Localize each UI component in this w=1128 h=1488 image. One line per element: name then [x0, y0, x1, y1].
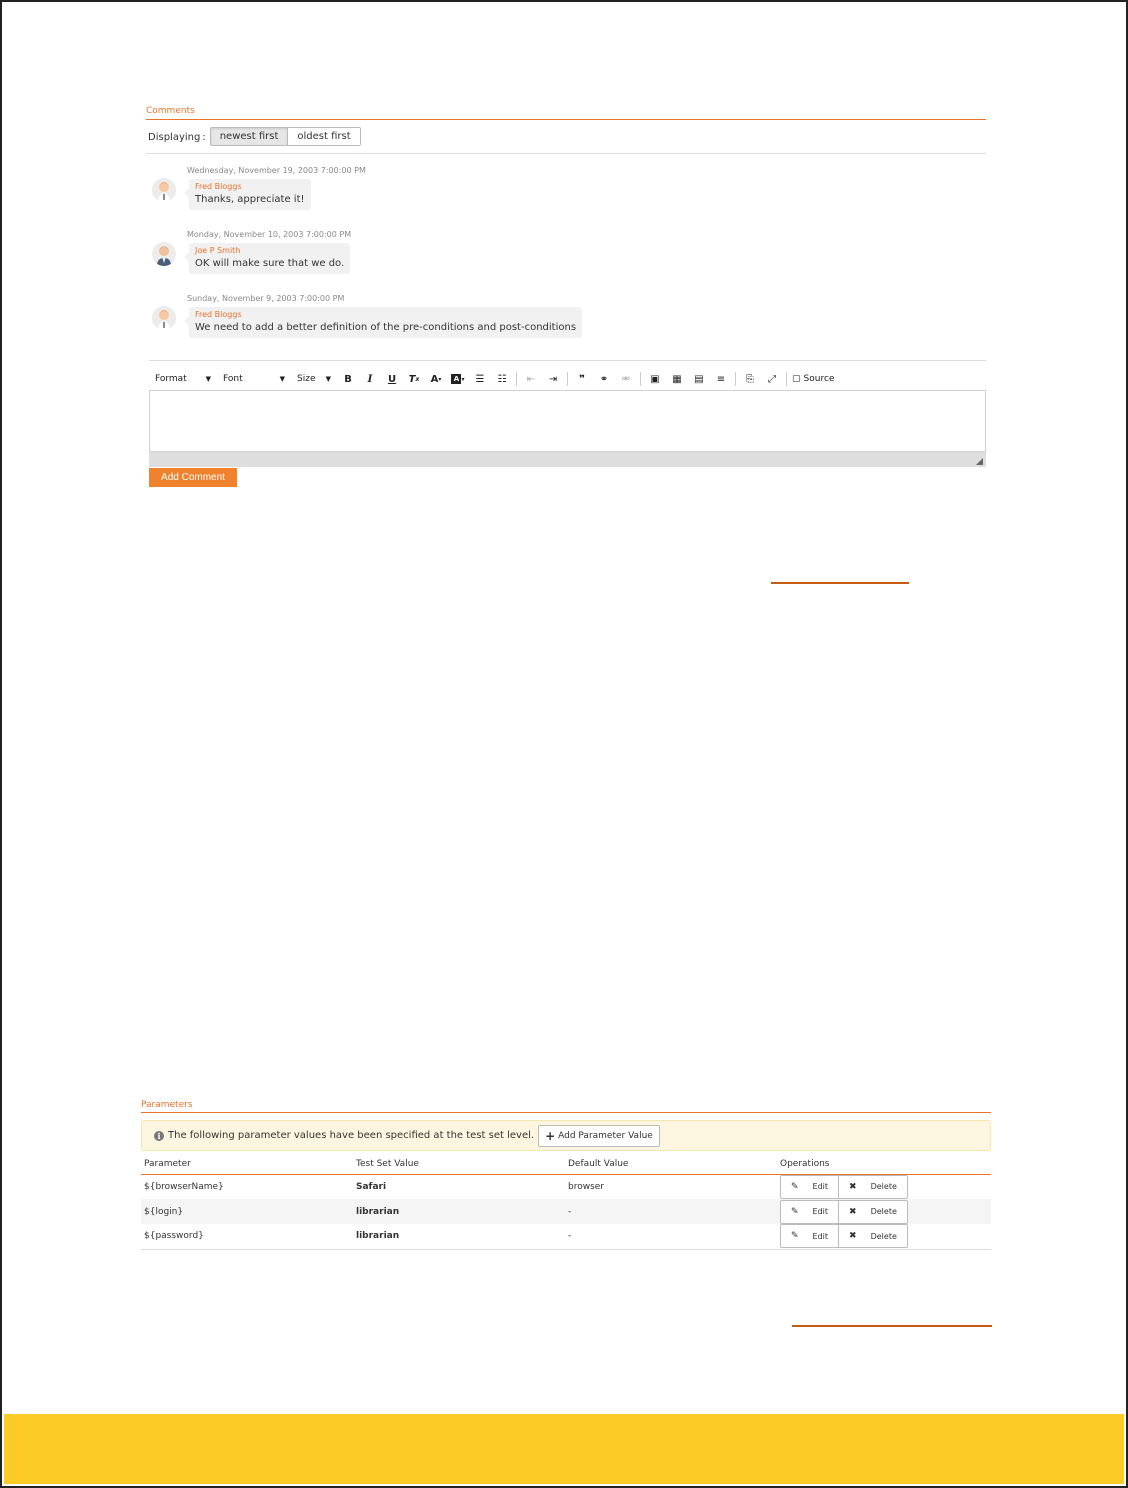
- avatar: [152, 306, 176, 330]
- info-icon: i: [154, 1131, 164, 1141]
- comment-item: [146, 282, 986, 346]
- blockquote-icon[interactable]: ❞: [579, 373, 585, 385]
- default-value: -: [565, 1224, 777, 1249]
- close-icon: ✖: [849, 1231, 857, 1242]
- parameters-title: Parameters: [141, 1100, 991, 1113]
- parameter-name: ${login}: [141, 1199, 353, 1224]
- divider: [149, 360, 986, 361]
- remove-format-icon[interactable]: T x: [408, 373, 420, 385]
- link-icon[interactable]: ⚭: [599, 373, 609, 385]
- comment-item: [146, 218, 986, 282]
- displaying-label: Displaying: [148, 132, 201, 143]
- close-icon: ✖: [849, 1181, 857, 1192]
- column-header: Parameter: [141, 1154, 353, 1174]
- comment-date: Wednesday, November 19, 2003 7:00:00 PM: [187, 166, 366, 175]
- comment-item: [146, 154, 986, 218]
- oldest-first-button[interactable]: oldest first: [288, 128, 359, 145]
- comment-author[interactable]: Fred Bloggs: [195, 182, 242, 191]
- format-dropdown[interactable]: Format ▼: [155, 374, 211, 384]
- comment-date: Monday, November 10, 2003 7:00:00 PM: [187, 230, 352, 239]
- edit-icon: ✎: [791, 1181, 799, 1192]
- italic-icon[interactable]: I: [367, 373, 373, 385]
- size-dropdown[interactable]: Size ▼: [297, 374, 331, 384]
- comments-title: Comments: [146, 106, 986, 120]
- comment-author[interactable]: Fred Bloggs: [195, 310, 242, 319]
- test-set-value: librarian: [353, 1199, 565, 1224]
- close-icon: ✖: [849, 1206, 857, 1217]
- text-color-icon[interactable]: A ▾: [430, 373, 442, 385]
- avatar: [152, 178, 176, 202]
- comment-bubble: [189, 307, 582, 338]
- comments-panel: [146, 106, 986, 483]
- parameter-name: ${password}: [141, 1224, 353, 1249]
- default-value: -: [565, 1199, 777, 1224]
- divider: [792, 1325, 992, 1327]
- divider: [771, 582, 909, 584]
- test-set-value: Safari: [356, 1181, 387, 1192]
- delete-button[interactable]: ✖ Delete: [839, 1225, 907, 1247]
- footer-band: [4, 1414, 1124, 1484]
- test-set-value: librarian: [353, 1224, 565, 1249]
- comment-text: Thanks, appreciate it!: [195, 194, 305, 205]
- row-actions: [780, 1175, 908, 1199]
- maximize-icon[interactable]: ⤢: [768, 373, 776, 385]
- font-dropdown[interactable]: Font ▼: [223, 374, 285, 384]
- edit-button[interactable]: ✎ Edit: [781, 1201, 839, 1223]
- column-header: Test Set Value: [353, 1154, 565, 1174]
- info-message: The following parameter values have been specified at the test set level.: [168, 1130, 535, 1141]
- outdent-icon[interactable]: ⇤: [526, 373, 536, 385]
- parameter-name: ${browserName}: [144, 1181, 224, 1192]
- row-actions: [780, 1224, 908, 1248]
- comment-text: We need to add a better definition of the pre-conditions and post-conditions: [195, 322, 577, 333]
- edit-button[interactable]: ✎ Edit: [781, 1176, 839, 1198]
- unlink-icon[interactable]: ⚮: [621, 373, 631, 385]
- edit-icon: ✎: [791, 1206, 799, 1217]
- delete-button[interactable]: ✖ Delete: [839, 1201, 907, 1223]
- comment-bubble: [189, 243, 350, 274]
- add-parameter-value-button[interactable]: + Add Parameter Value: [538, 1125, 660, 1147]
- underline-icon[interactable]: U: [387, 373, 397, 385]
- edit-button[interactable]: ✎ Edit: [781, 1225, 839, 1247]
- paste-icon[interactable]: ⎘: [746, 373, 754, 385]
- bold-icon[interactable]: B: [344, 373, 352, 385]
- row-actions: [780, 1200, 908, 1224]
- editor-status-bar: [149, 452, 986, 467]
- edit-icon: ✎: [791, 1231, 799, 1242]
- horizontal-rule-icon[interactable]: ≡: [716, 373, 726, 385]
- info-alert: [141, 1120, 991, 1151]
- resize-handle-icon[interactable]: [976, 458, 983, 465]
- numbered-list-icon[interactable]: ☰: [475, 373, 485, 385]
- table-row: [141, 1174, 991, 1199]
- bulleted-list-icon[interactable]: ☷: [497, 373, 507, 385]
- default-value: browser: [568, 1181, 605, 1192]
- parameters-panel: [141, 1100, 991, 1250]
- comment-author[interactable]: Joe P Smith: [195, 246, 241, 255]
- table-row: [141, 1224, 991, 1249]
- display-options: Displaying : newest first oldest first: [146, 120, 986, 154]
- table-header-row: [141, 1154, 991, 1174]
- parameters-table: [141, 1154, 991, 1250]
- source-button[interactable]: ▢ Source: [792, 374, 835, 384]
- table-icon[interactable]: ▤: [694, 373, 704, 385]
- comment-bubble: [189, 179, 311, 210]
- source-icon: ▢: [792, 374, 801, 384]
- editor-toolbar: [149, 368, 986, 390]
- add-comment-button[interactable]: Add Comment: [149, 468, 237, 487]
- delete-button[interactable]: ✖ Delete: [839, 1176, 907, 1198]
- image-icon[interactable]: ▣: [650, 373, 660, 385]
- code-snippet-icon[interactable]: ▦: [672, 373, 682, 385]
- sort-toggle: [210, 127, 361, 146]
- column-header: Default Value: [565, 1154, 777, 1174]
- comment-editor[interactable]: [149, 390, 986, 452]
- avatar: [152, 242, 176, 266]
- table-row: [141, 1199, 991, 1224]
- indent-icon[interactable]: ⇥: [548, 373, 558, 385]
- plus-icon: +: [545, 1128, 556, 1143]
- column-header: Operations: [777, 1154, 991, 1174]
- newest-first-button[interactable]: newest first: [211, 128, 289, 145]
- comment-date: Sunday, November 9, 2003 7:00:00 PM: [187, 294, 345, 303]
- comment-text: OK will make sure that we do.: [195, 258, 345, 269]
- background-color-icon[interactable]: A ▾: [449, 370, 467, 388]
